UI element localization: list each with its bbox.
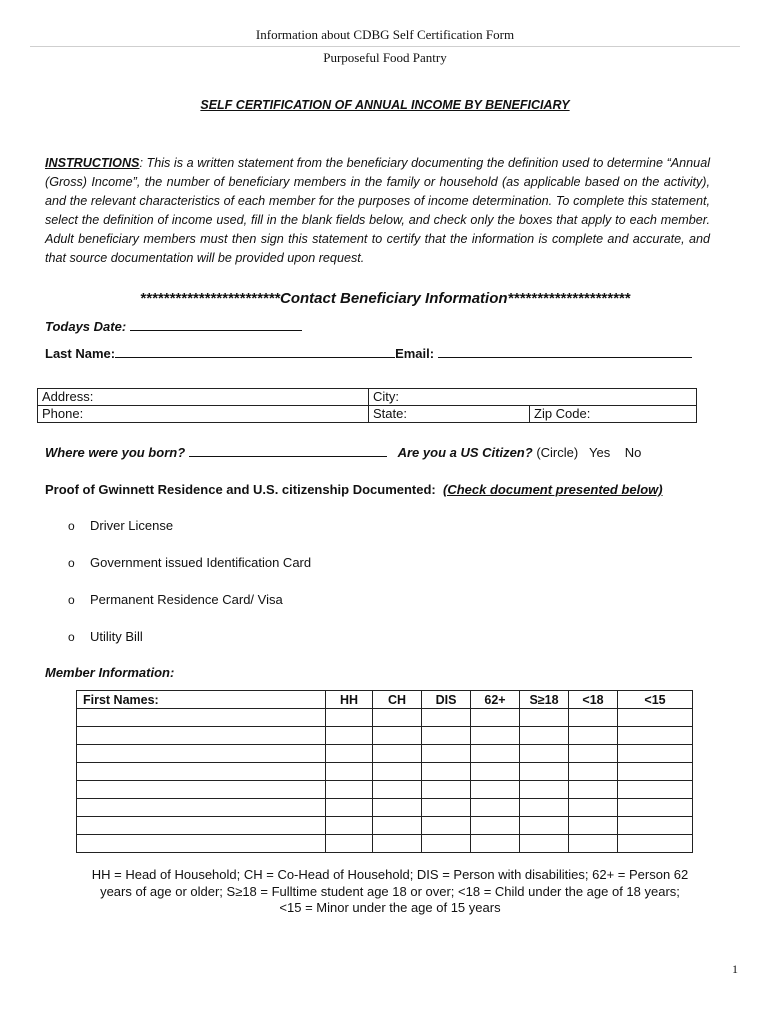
member-check-cell[interactable] (326, 763, 373, 781)
member-name-cell[interactable] (77, 781, 326, 799)
member-check-cell[interactable] (422, 763, 471, 781)
member-check-cell[interactable] (326, 817, 373, 835)
name-email-row (45, 345, 692, 361)
member-check-cell[interactable] (569, 727, 618, 745)
birthplace-field[interactable] (189, 444, 387, 457)
option-residence-card[interactable] (68, 592, 283, 607)
instructions-label: INSTRUCTIONS (45, 156, 140, 170)
citizen-yes[interactable]: Yes (589, 445, 611, 460)
member-check-cell[interactable] (569, 709, 618, 727)
legend-line-3: <15 = Minor under the age of 15 years (279, 900, 501, 915)
member-check-cell[interactable] (618, 709, 693, 727)
citizen-no[interactable]: No (624, 445, 642, 460)
todays-date-label: Todays Date: (45, 319, 127, 334)
member-check-cell[interactable] (520, 799, 569, 817)
member-check-cell[interactable] (569, 781, 618, 799)
member-check-cell[interactable] (569, 835, 618, 853)
member-row (77, 709, 693, 727)
member-check-cell[interactable] (326, 745, 373, 763)
member-check-cell[interactable] (422, 835, 471, 853)
member-check-cell[interactable] (520, 709, 569, 727)
birthplace-label: Where were you born? (45, 445, 186, 460)
contact-section-heading: ************************Contact Beneficiary Information********************* (139, 290, 631, 307)
member-check-cell[interactable] (471, 709, 520, 727)
member-check-cell[interactable] (471, 817, 520, 835)
option-label: Government issued Identification Card (90, 555, 312, 570)
address-label: Address: (42, 389, 94, 404)
member-check-cell[interactable] (471, 835, 520, 853)
legend (40, 867, 740, 917)
state-field[interactable] (369, 406, 530, 423)
member-check-cell[interactable] (569, 745, 618, 763)
form-header-subtitle: Purposeful Food Pantry (323, 50, 447, 65)
zip-label: Zip Code: (534, 406, 591, 421)
col-under18: <18 (569, 691, 618, 709)
member-check-cell[interactable] (520, 835, 569, 853)
member-row (77, 727, 693, 745)
member-check-cell[interactable] (373, 799, 422, 817)
member-name-cell[interactable] (77, 835, 326, 853)
member-check-cell[interactable] (569, 817, 618, 835)
member-check-cell[interactable] (326, 781, 373, 799)
member-check-cell[interactable] (422, 817, 471, 835)
todays-date-row (45, 318, 302, 334)
todays-date-field[interactable] (130, 318, 302, 331)
member-check-cell[interactable] (520, 745, 569, 763)
zip-field[interactable] (530, 406, 697, 423)
email-field[interactable] (438, 345, 692, 358)
member-check-cell[interactable] (373, 763, 422, 781)
member-check-cell[interactable] (326, 727, 373, 745)
col-hh: HH (326, 691, 373, 709)
option-bullet-icon[interactable]: o (68, 556, 75, 570)
member-row (77, 799, 693, 817)
member-check-cell[interactable] (326, 799, 373, 817)
form-header-title: Information about CDBG Self Certification Form (255, 27, 515, 42)
last-name-label: Last Name: (45, 346, 116, 361)
member-check-cell[interactable] (471, 745, 520, 763)
member-check-cell[interactable] (618, 817, 693, 835)
proof-row (45, 482, 663, 497)
member-check-cell[interactable] (373, 727, 422, 745)
col-ch: CH (373, 691, 422, 709)
member-name-cell[interactable] (77, 763, 326, 781)
member-check-cell[interactable] (422, 727, 471, 745)
member-table-header (77, 691, 693, 709)
member-row (77, 781, 693, 799)
member-check-cell[interactable] (618, 727, 693, 745)
member-check-cell[interactable] (618, 745, 693, 763)
circle-note: (Circle) (536, 445, 579, 460)
page-title: SELF CERTIFICATION OF ANNUAL INCOME BY BENEFICIARY (200, 98, 570, 112)
city-field[interactable] (369, 389, 697, 406)
member-check-cell[interactable] (471, 799, 520, 817)
member-check-cell[interactable] (569, 763, 618, 781)
member-check-cell[interactable] (618, 799, 693, 817)
member-check-cell[interactable] (373, 781, 422, 799)
member-check-cell[interactable] (373, 835, 422, 853)
address-field[interactable] (38, 389, 369, 406)
member-check-cell[interactable] (520, 763, 569, 781)
member-check-cell[interactable] (471, 727, 520, 745)
option-label: Driver License (90, 518, 174, 533)
col-under15: <15 (618, 691, 693, 709)
legend-line-2: years of age or older; S≥18 = Fulltime student age 18 or over; <18 = Child under the age of 18 years; (100, 883, 680, 899)
city-label: City: (373, 389, 399, 404)
phone-label: Phone: (42, 406, 84, 421)
option-label: Permanent Residence Card/ Visa (90, 592, 283, 607)
member-name-cell[interactable] (77, 709, 326, 727)
member-table (76, 690, 693, 853)
legend-line-1: HH = Head of Household; CH = Co-Head of Household; DIS = Person with disabilities; 62+ = Person 62 (91, 867, 689, 882)
member-check-cell[interactable] (373, 817, 422, 835)
member-check-cell[interactable] (422, 745, 471, 763)
member-check-cell[interactable] (326, 709, 373, 727)
member-check-cell[interactable] (618, 835, 693, 853)
proof-label: Proof of Gwinnett Residence and U.S. citizenship Documented: (45, 482, 436, 497)
member-row (77, 817, 693, 835)
col-62plus: 62+ (471, 691, 520, 709)
member-check-cell[interactable] (471, 781, 520, 799)
instructions-text: : This is a written statement from the beneficiary documenting the definition used to determine “Annual (Gross) Income”, the number of beneficiary members in the family or household (as applicable based on the activity), and the relevant characteristics of each member for the purposes of income determination. To complete this statement, select the definition of income used, fill in the blank fields below, and check only the boxes that apply to each member. Adult beneficiary members must then sign this statement to certify that the information is complete and accurate, and that source documentation will be provided upon request. (45, 156, 710, 265)
member-name-cell[interactable] (77, 727, 326, 745)
proof-note: (Check document presented below) (443, 482, 663, 497)
member-check-cell[interactable] (422, 709, 471, 727)
option-utility-bill[interactable] (68, 629, 143, 644)
member-check-cell[interactable] (373, 745, 422, 763)
member-check-cell[interactable] (520, 781, 569, 799)
member-check-cell[interactable] (520, 727, 569, 745)
member-info-heading: Member Information: (45, 665, 175, 680)
member-check-cell[interactable] (373, 709, 422, 727)
member-check-cell[interactable] (569, 799, 618, 817)
option-bullet-icon[interactable]: o (68, 593, 75, 607)
member-name-cell[interactable] (77, 745, 326, 763)
birthplace-row (45, 444, 641, 460)
option-driver-license[interactable] (68, 518, 173, 533)
member-check-cell[interactable] (520, 817, 569, 835)
member-name-cell[interactable] (77, 817, 326, 835)
member-check-cell[interactable] (618, 763, 693, 781)
member-row (77, 835, 693, 853)
header-divider (30, 46, 740, 47)
member-check-cell[interactable] (471, 763, 520, 781)
col-student18: S≥18 (520, 691, 569, 709)
option-government-id[interactable] (68, 555, 311, 570)
state-label: State: (373, 406, 407, 421)
last-name-field[interactable] (115, 345, 395, 358)
address-table (37, 388, 697, 423)
page-number: 1 (732, 962, 738, 976)
member-check-cell[interactable] (618, 781, 693, 799)
member-check-cell[interactable] (422, 799, 471, 817)
member-row (77, 745, 693, 763)
email-label: Email: (395, 346, 435, 361)
member-check-cell[interactable] (326, 835, 373, 853)
member-name-cell[interactable] (77, 799, 326, 817)
option-bullet-icon[interactable]: o (68, 630, 75, 644)
col-dis: DIS (422, 691, 471, 709)
col-first-names: First Names: (77, 691, 326, 709)
phone-field[interactable] (38, 406, 369, 423)
citizen-question: Are you a US Citizen? (397, 445, 533, 460)
member-row (77, 763, 693, 781)
instructions-paragraph (45, 154, 710, 268)
option-bullet-icon[interactable]: o (68, 519, 75, 533)
member-check-cell[interactable] (422, 781, 471, 799)
option-label: Utility Bill (90, 629, 143, 644)
